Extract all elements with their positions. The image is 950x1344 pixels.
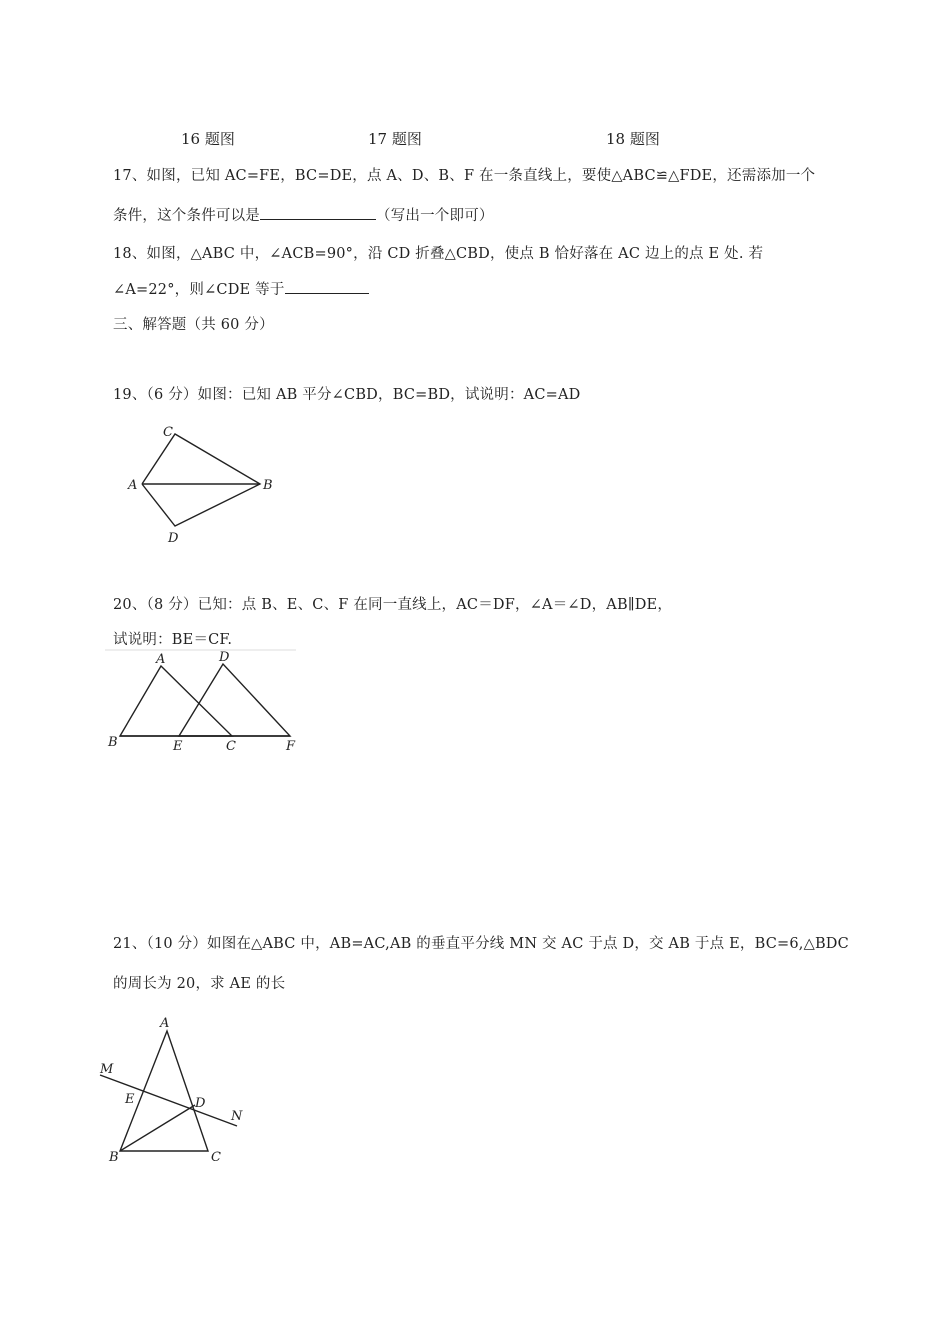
q19-text: 19、（6 分）如图：已知 AB 平分∠CBD，BC=BD，试说明：AC=AD xyxy=(113,387,581,403)
q19-label-b: B xyxy=(263,478,273,493)
q19-label-a: A xyxy=(128,478,138,493)
q18-line2 xyxy=(113,278,369,299)
q21-label-c: C xyxy=(211,1150,221,1165)
q21-segment-bd xyxy=(120,1105,195,1151)
q21-label-n: N xyxy=(231,1109,243,1124)
q20-label-a: A xyxy=(156,652,166,667)
caption-fig18: 18 题图 xyxy=(606,130,660,148)
q19-figure xyxy=(120,420,290,550)
q18-line1: 18、如图，△ABC 中，∠ACB=90°，沿 CD 折叠△CBD，使点 B 恰好落在 AC 边上的点 E 处. 若 xyxy=(113,246,764,262)
q21-line2: 的周长为 20，求 AE 的长 xyxy=(113,976,286,992)
caption-fig16: 16 题图 xyxy=(181,130,235,148)
q20-label-c: C xyxy=(226,739,236,754)
q17-line2 xyxy=(113,204,494,225)
q21-label-e: E xyxy=(125,1092,135,1107)
q21-figure xyxy=(95,1013,255,1173)
caption-fig17: 17 题图 xyxy=(368,130,422,148)
q19-label-c: C xyxy=(163,425,173,440)
q17-line2-suffix: （写出一个即可） xyxy=(376,208,494,224)
q20-label-f: F xyxy=(286,739,296,754)
q17-line2-prefix: 条件，这个条件可以是 xyxy=(113,208,260,224)
q21-label-d: D xyxy=(195,1096,206,1111)
q18-line2-prefix: ∠A=22°，则∠CDE 等于 xyxy=(113,282,285,298)
q21-line-mn xyxy=(100,1075,237,1126)
q20-line1: 20、（8 分）已知：点 B、E、C、F 在同一直线上，AC＝DF，∠A＝∠D，AB∥DE， xyxy=(113,597,673,613)
q20-label-e: E xyxy=(173,739,183,754)
section3-title: 三、解答题（共 60 分） xyxy=(113,317,274,333)
q17-line1: 17、如图，已知 AC=FE，BC=DE，点 A、D、B、F 在一条直线上，要使△ABC≌△FDE，还需添加一个 xyxy=(113,168,816,184)
q20-label-b: B xyxy=(108,735,118,750)
q20-line2: 试说明：BE＝CF. xyxy=(113,632,233,648)
q19-label-d: D xyxy=(168,531,179,546)
q19-quadrilateral xyxy=(142,434,260,526)
q21-line1: 21、（10 分）如图在△ABC 中，AB=AC,AB 的垂直平分线 MN 交 AC 于点 D，交 AB 于点 E，BC=6,△BDC xyxy=(113,936,849,952)
q17-answer-blank[interactable] xyxy=(260,205,376,220)
q21-label-m: M xyxy=(100,1062,114,1077)
q21-triangle-abc xyxy=(120,1031,208,1151)
q20-figure xyxy=(100,648,310,758)
q18-answer-blank[interactable] xyxy=(285,279,369,294)
q21-label-a: A xyxy=(160,1016,170,1031)
q20-label-d: D xyxy=(219,650,230,665)
q21-label-b: B xyxy=(109,1150,119,1165)
